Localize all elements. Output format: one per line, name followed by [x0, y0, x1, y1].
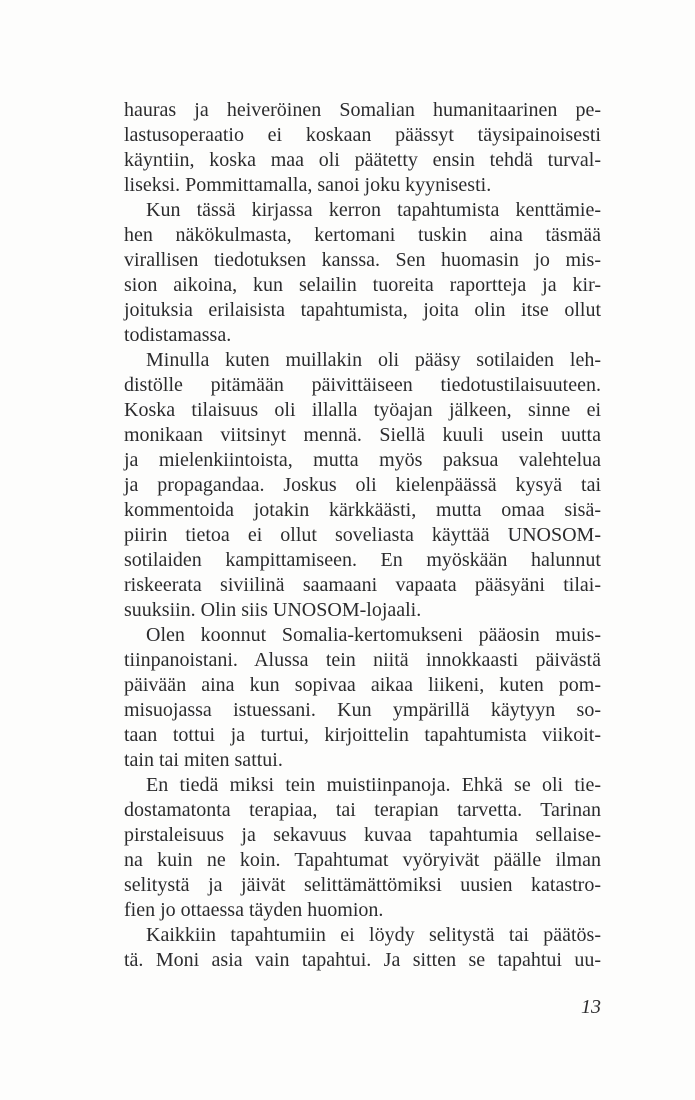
- body-text: [124, 98, 601, 973]
- text-line: joituksia erilaisista tapahtumista, joita olin itse ollut: [124, 299, 601, 321]
- text-line: suuksiin. Olin siis UNOSOM-lojaali.: [124, 599, 422, 621]
- text-line: ja propagandaa. Joskus oli kielenpäässä kysyä tai: [124, 474, 601, 496]
- text-line: liseksi. Pommittamalla, sanoi joku kyynisesti.: [124, 174, 492, 196]
- text-line: päivään aina kun sopivaa aikaa liikeni, kuten pom-: [124, 674, 601, 696]
- text-line: hauras ja heiveröinen Somalian humanitaarinen pe-: [124, 99, 601, 121]
- text-line: taan tottui ja turtui, kirjoittelin tapahtumista viikoit-: [124, 724, 601, 746]
- text-line: tä. Moni asia vain tapahtui. Ja sitten se tapahtui uu-: [124, 949, 601, 971]
- text-line: fien jo ottaessa täyden huomion.: [124, 899, 384, 921]
- text-line: piirin tietoa ei ollut soveliasta käyttää UNOSOM-: [124, 524, 601, 546]
- text-line: hen näkökulmasta, kertomani tuskin aina täsmää: [124, 224, 601, 246]
- text-line: lastusoperaatio ei koskaan päässyt täysipainoisesti: [124, 124, 601, 146]
- paragraph: [124, 623, 601, 773]
- paragraph: [124, 773, 601, 923]
- text-line: sotilaiden kampittamiseen. En myöskään halunnut: [124, 549, 601, 571]
- text-line: dostamatonta terapiaa, tai terapian tarvetta. Tarinan: [124, 799, 601, 821]
- page-number: 13: [581, 996, 601, 1018]
- text-line: misuojassa istuessani. Kun ympärillä käytyyn so-: [124, 699, 601, 721]
- text-line: Olen koonnut Somalia-kertomukseni pääosin muis-: [146, 624, 601, 646]
- text-line: virallisen tiedotuksen kanssa. Sen huomasin jo mis-: [124, 249, 601, 271]
- paragraph: [124, 923, 601, 973]
- text-line: todistamassa.: [124, 324, 232, 346]
- text-line: ja mielenkiintoista, mutta myös paksua valehtelua: [124, 449, 601, 471]
- text-line: Kaikkiin tapahtumiin ei löydy selitystä tai päätös-: [146, 924, 601, 946]
- text-line: Kun tässä kirjassa kerron tapahtumista kenttämie-: [146, 199, 601, 221]
- text-line: monikaan viitsinyt mennä. Siellä kuuli usein uutta: [124, 424, 601, 446]
- paragraph: [124, 198, 601, 348]
- text-line: käyntiin, koska maa oli päätetty ensin tehdä turval-: [124, 149, 601, 171]
- text-line: En tiedä miksi tein muistiinpanoja. Ehkä se oli tie-: [146, 774, 601, 796]
- text-line: na kuin ne koin. Tapahtumat vyöryivät päälle ilman: [124, 849, 601, 871]
- text-line: tain tai miten sattui.: [124, 749, 283, 771]
- text-line: kommentoida jotakin kärkkäästi, mutta omaa sisä-: [124, 499, 601, 521]
- text-line: pirstaleisuus ja sekavuus kuvaa tapahtumia sellaise-: [124, 824, 601, 846]
- paragraph: [124, 348, 601, 623]
- text-line: sion aikoina, kun selailin tuoreita raportteja ja kir-: [124, 274, 601, 296]
- text-line: riskeerata siviilinä saamaani vapaata pääsyäni tilai-: [124, 574, 601, 596]
- text-line: Koska tilaisuus oli illalla työajan jälkeen, sinne ei: [124, 399, 601, 421]
- text-line: tiinpanoistani. Alussa tein niitä innokkaasti päivästä: [124, 649, 601, 671]
- text-line: Minulla kuten muillakin oli pääsy sotilaiden leh-: [146, 349, 601, 371]
- text-line: distölle pitämään päivittäiseen tiedotustilaisuuteen.: [124, 374, 601, 396]
- text-line: selitystä ja jäivät selittämättömiksi uusien katastro-: [124, 874, 601, 896]
- paragraph: [124, 98, 601, 198]
